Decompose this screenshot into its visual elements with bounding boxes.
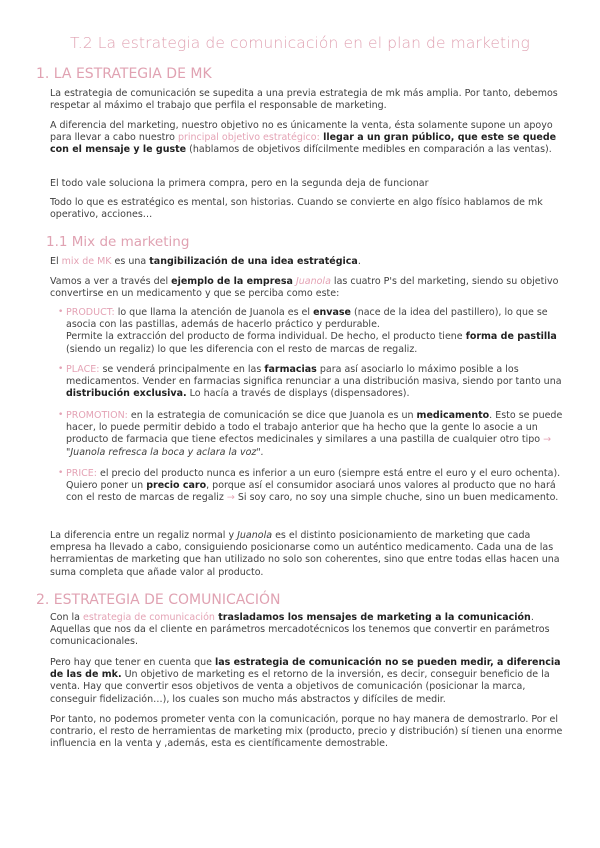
section-1-paragraph-1: La estrategia de comunicación se supedita a una previa estrategia de mk más amplia. Por tanto, debemos respetar al máximo el trabajo que perfila el responsable de marketing. — [50, 88, 558, 112]
example-paragraph: Vamos a ver a través del ejemplo de la empresa Juanola las cuatro P's del marketing, siendo su objetivo convertirse en un medicamento y que se perciba como este: — [50, 276, 559, 300]
section-2-paragraph-1: Con la estrategia de comunicación trasladamos los mensajes de marketing a la comunicación. Aquellas que nos da el cliente en parámetros mercadotécnicos los tenemos que convertir en parámetros comunicacionales. — [50, 612, 550, 648]
list-item-promotion: PROMOTION: en la estrategia de comunicación se dice que Juanola es un medicamento. Esto se puede hacer, lo puede permitir debido a todo el trabajo anterior que ha hecho que la gente lo asocie a un producto de farmacia que tiene efectos medicinales y similares a una pastilla de cualquier otro tipo → "Juanola refresca la boca y aclara la voz". — [66, 410, 563, 458]
subsection-heading: 1.1 Mix de marketing — [46, 234, 190, 250]
mix-closing-paragraph: La diferencia entre un regaliz normal y Juanola es el distinto posicionamiento de marketing que cada empresa ha llevado a cabo, consiguiendo posicionarse como un auténtico medicamento. Cada una de las herramientas de marketing que han utilizado no solo son coherentes, sino que entre todas ellas hacen una suma completa que añade valor al producto. — [50, 530, 560, 578]
bullet-price: • — [58, 468, 64, 478]
section-2-paragraph-2: Pero hay que tener en cuenta que las estrategia de comunicación no se pueden medir, a diferencia de las de mk. Un objetivo de marketing es el retorno de la inversión, es decir, conseguir beneficio de la venta. Hay que convertir esos objetivos de venta a objetivos de comunicación (posicionar la marca, conseguir fidelización…), los cuales son mucho más abstractos y difíciles de medir. — [50, 657, 561, 705]
arrow-icon: → — [543, 434, 552, 446]
section-2-paragraph-3: Por tanto, no podemos prometer venta con la comunicación, porque no hay manera de demostrarlo. Por el contrario, el resto de herramientas de marketing mix (producto, precio y distribución) sí tienen una enorme influencia en la venta y ,además, esta es científicamente demostrable. — [50, 714, 563, 750]
bullet-product: • — [58, 307, 64, 317]
section-1-heading: 1. LA ESTRATEGIA DE MK — [36, 66, 212, 82]
bullet-promotion: • — [58, 410, 64, 420]
list-item-place: PLACE: se venderá principalmente en las farmacias para así asociarlo lo máximo posible a los medicamentos. Vender en farmacias significa renunciar a una distribución masiva, siendo por tanto una distribución exclusiva. Lo hacía a través de displays (dispensadores). — [66, 364, 562, 400]
list-item-product: PRODUCT: lo que llama la atención de Juanola es el envase (nace de la idea del pastillero), lo que se asocia con las pastillas, además de hacerlo práctico y perdurable. Permite la extracción del producto de forma individual. De hecho, el producto tiene forma de pastilla (siendo un regaliz) lo que les diferencia con el resto de marcas de regaliz. — [66, 307, 557, 355]
arrow-icon: → — [226, 492, 235, 504]
document-title: T.2 La estrategia de comunicación en el plan de marketing — [70, 34, 530, 52]
mix-intro: El mix de MK es una tangibilización de una idea estratégica. — [50, 256, 361, 267]
section-1-paragraph-4: Todo lo que es estratégico es mental, son historias. Cuando se convierte en algo físico hablamos de mk operativo, acciones… — [50, 197, 543, 221]
bullet-place: • — [58, 364, 64, 374]
section-1-paragraph-2: A diferencia del marketing, nuestro objetivo no es únicamente la venta, ésta solamente supone un apoyo para llevar a cabo nuestro principal objetivo estratégico: llegar a un gran público, que este se quede con el mensaje y le guste (hablamos de objetivos difícilmente medibles en comparación a las ventas). — [50, 120, 557, 156]
list-item-price: PRICE: el precio del producto nunca es inferior a un euro (siempre está entre el euro y el euro ochenta). Quiero poner un precio caro, porque así el consumidor asociará unos valores al producto que no hará con el resto de marcas de regaliz → Si soy caro, no soy una simple chuche, sino un buen medicamento. — [66, 468, 561, 504]
section-1-paragraph-3: El todo vale soluciona la primera compra, pero en la segunda deja de funcionar — [50, 178, 429, 189]
section-2-heading: 2. ESTRATEGIA DE COMUNICACIÓN — [36, 592, 281, 608]
